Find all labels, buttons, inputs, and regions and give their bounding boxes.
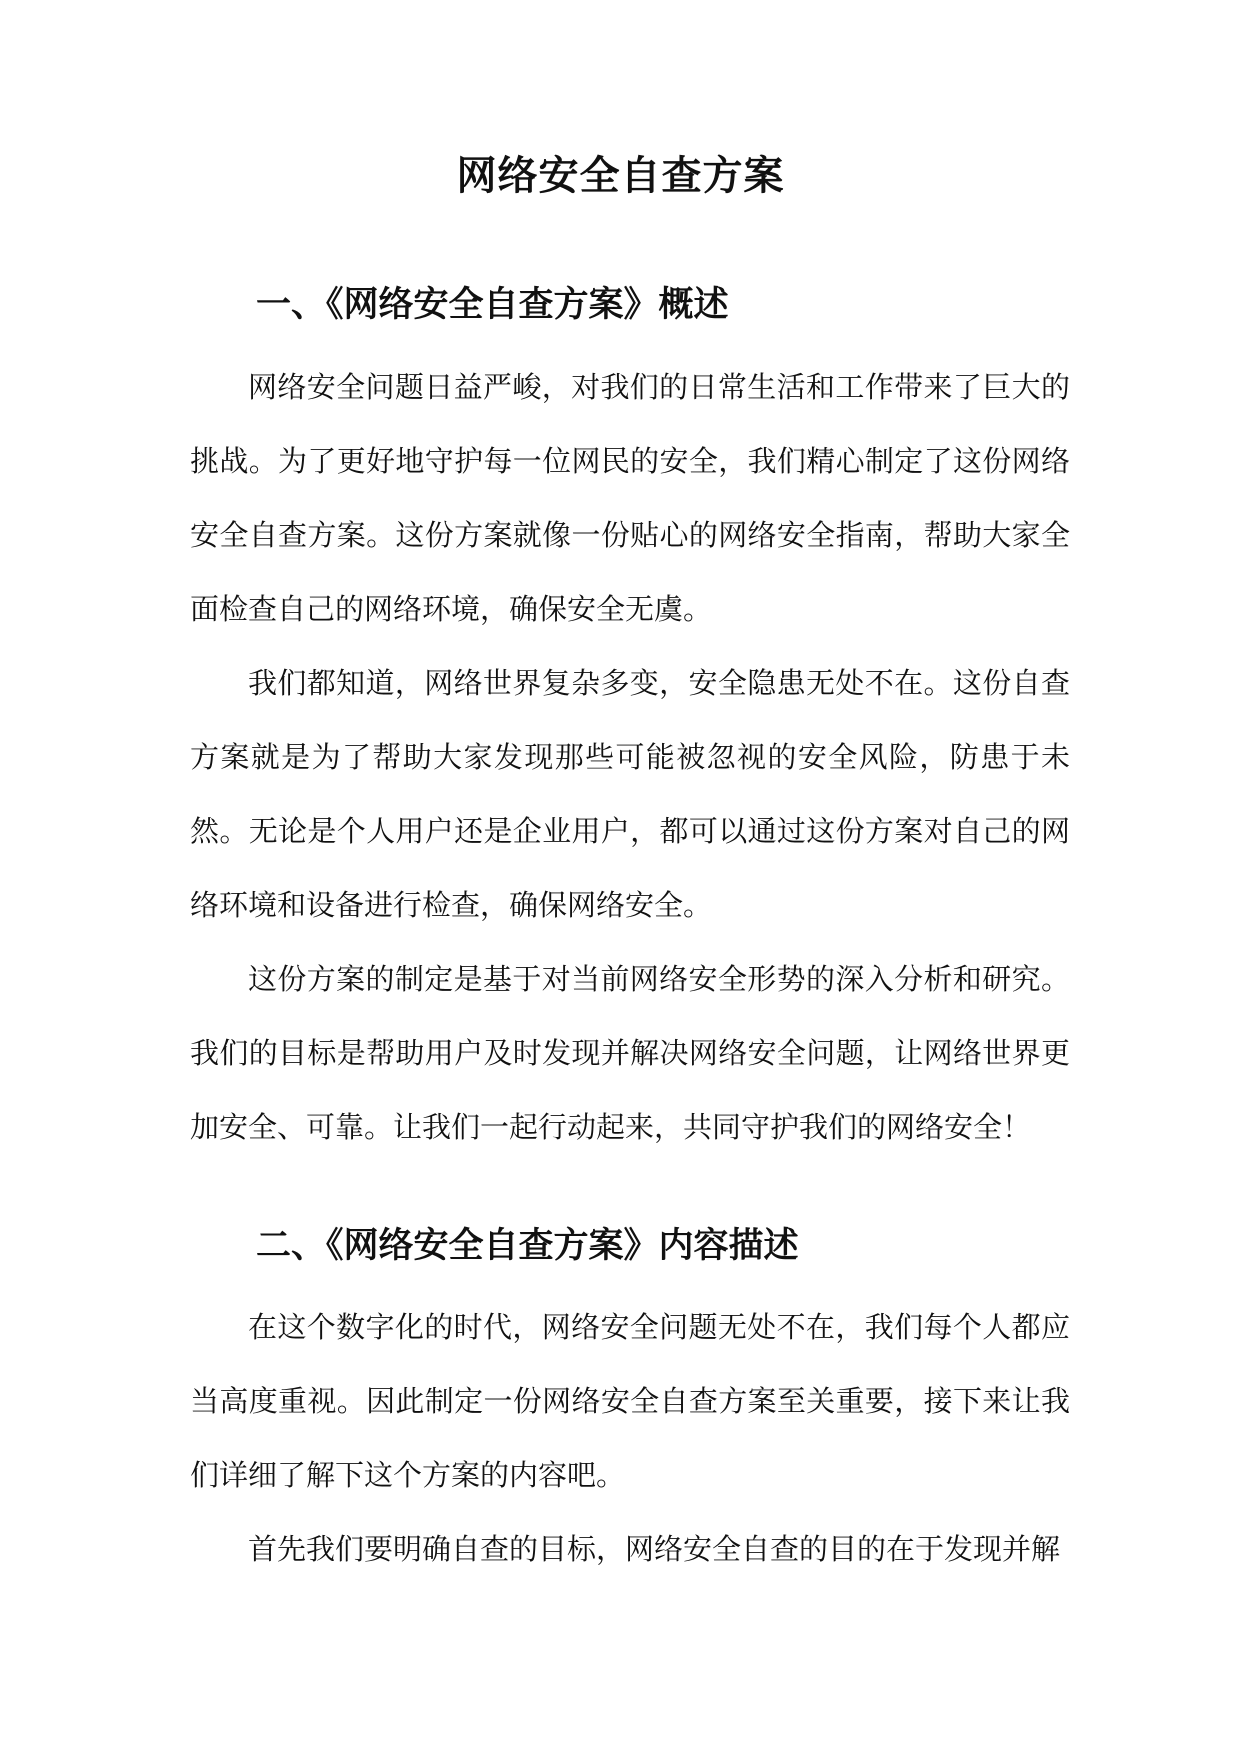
section-heading-content-description: 二、《网络安全自查方案》内容描述 <box>256 1225 799 1266</box>
paragraph: 首先我们要明确自查的目标，网络安全自查的目的在于发现并解 <box>248 1532 1061 1566</box>
paragraph: 网络安全问题日益严峻，对我们的日常生活和工作带来了巨大的挑战。为了更好地守护每一位网民的安全，我们精心制定了这份网络安全自查方案。这份方案就像一份贴心的网络安全指南，帮助大家全面检查自己的网络环境，确保安全无虞。 <box>190 370 1070 626</box>
paragraph: 在这个数字化的时代，网络安全问题无处不在，我们每个人都应当高度重视。因此制定一份网络安全自查方案至关重要，接下来让我们详细了解下这个方案的内容吧。 <box>190 1310 1070 1492</box>
section-heading-overview: 一、《网络安全自查方案》概述 <box>256 284 729 325</box>
document-title: 网络安全自查方案 <box>456 152 785 199</box>
paragraph: 这份方案的制定是基于对当前网络安全形势的深入分析和研究。我们的目标是帮助用户及时发现并解决网络安全问题，让网络世界更加安全、可靠。让我们一起行动起来，共同守护我们的网络安全！ <box>190 962 1070 1144</box>
paragraph: 我们都知道，网络世界复杂多变，安全隐患无处不在。这份自查方案就是为了帮助大家发现那些可能被忽视的安全风险，防患于未然。无论是个人用户还是企业用户，都可以通过这份方案对自己的网络环境和设备进行检查，确保网络安全。 <box>190 666 1070 922</box>
